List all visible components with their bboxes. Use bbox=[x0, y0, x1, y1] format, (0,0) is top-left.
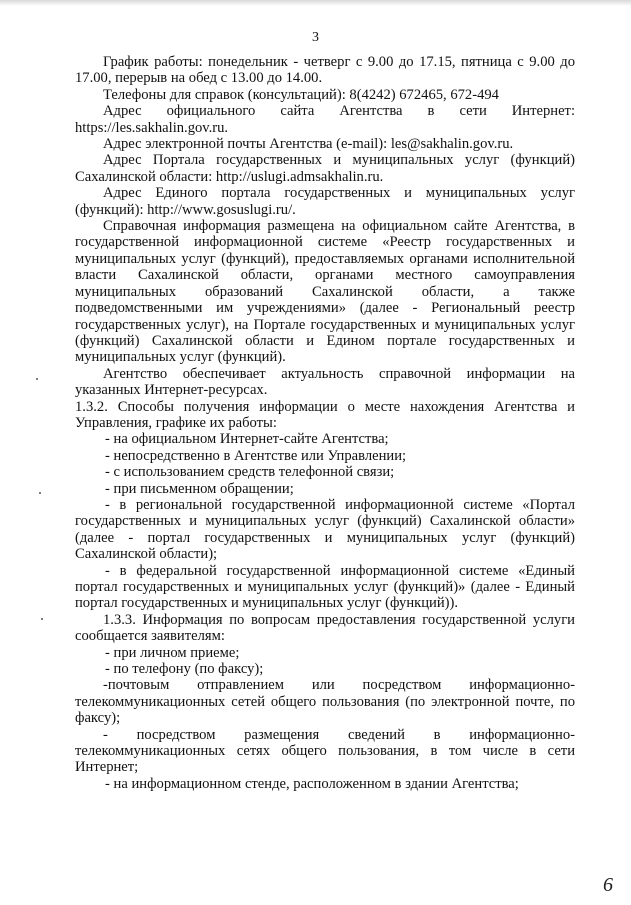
list-item: - с использованием средств телефонной связи; bbox=[105, 464, 395, 481]
list-item: - на официальном Интернет-сайте Агентства; bbox=[105, 431, 389, 448]
paragraph-email: Адрес электронной почты Агентства (e-mail): les@sakhalin.gov.ru. bbox=[103, 136, 514, 153]
list-item: - в региональной государственной информационной системе «Портал государственных и муниципальных услуг (функций) Сахалинской области» (далее - портал государственных и муниципальных услуг (функций) Сахалинской области); bbox=[75, 496, 575, 563]
list-item: -почтовым отправлением или посредством информационно-телекоммуникационных сетей общего пользования (по электронной почте, по факсу); bbox=[75, 677, 575, 727]
scan-edge bbox=[0, 0, 631, 6]
paragraph-actuality: Агентство обеспечивает актуальность справочной информации на указанных Интернет-ресурсах. bbox=[75, 365, 575, 399]
paragraph-website: Адрес официального сайта Агентства в сети Интернет: https://les.sakhalin.gov.ru. bbox=[75, 103, 575, 136]
page-number: 3 bbox=[312, 30, 319, 45]
document-body bbox=[75, 54, 575, 792]
section-1-3-3-heading: 1.3.3. Информация по вопросам предоставления государственной услуги сообщается заявителям: bbox=[75, 611, 575, 645]
handwritten-page-mark: 6 bbox=[603, 874, 613, 896]
scan-speck bbox=[41, 618, 43, 620]
paragraph-schedule: График работы: понедельник - четверг с 9.00 до 17.15, пятница с 9.00 до 17.00, перерыв на обед с 13.00 до 14.00. bbox=[75, 54, 575, 87]
list-item: - в федеральной государственной информационной системе «Единый портал государственных и муниципальных услуг (функций)» (далее - Единый портал государственных и муниципальных услуг (функций)). bbox=[75, 562, 575, 612]
list-item: - при письменном обращении; bbox=[105, 480, 294, 497]
paragraph-reference-info: Справочная информация размещена на официальном сайте Агентства, в государственной информационной системе «Реестр государственных и муниципальных услуг (функций), предоставляемых органами исполнительной власти Сахалинской области, органами местного самоуправления муниципальных образований Сахалинской области, а также подведомственными им учреждениями» (далее - Региональный реестр государственных услуг), на Портале государственных и муниципальных услуг (функций) Сахалинской области и Едином портале государственных и муниципальных услуг (функций). bbox=[75, 218, 575, 366]
paragraph-phones: Телефоны для справок (консультаций): 8(4242) 672465, 672-494 bbox=[103, 86, 499, 103]
list-item: - по телефону (по факсу); bbox=[105, 661, 264, 678]
scan-speck bbox=[39, 492, 41, 494]
list-item: - при личном приеме; bbox=[105, 644, 240, 661]
scan-speck bbox=[36, 378, 38, 380]
paragraph-unified-portal: Адрес Единого портала государственных и муниципальных услуг (функций): http://www.gosuslugi.ru/. bbox=[75, 185, 575, 218]
section-1-3-2-heading: 1.3.2. Способы получения информации о месте нахождения Агентства и Управления, графике их работы: bbox=[75, 398, 575, 431]
paragraph-regional-portal: Адрес Портала государственных и муниципальных услуг (функций) Сахалинской области: http://uslugi.admsakhalin.ru. bbox=[75, 152, 575, 185]
list-item: - непосредственно в Агентстве или Управлении; bbox=[105, 447, 407, 464]
list-item: - на информационном стенде, расположенном в здании Агентства; bbox=[105, 775, 519, 792]
list-item: - посредством размещения сведений в информационно-телекоммуникационных сетях общего пользования, в том числе в сети Интернет; bbox=[75, 726, 575, 776]
